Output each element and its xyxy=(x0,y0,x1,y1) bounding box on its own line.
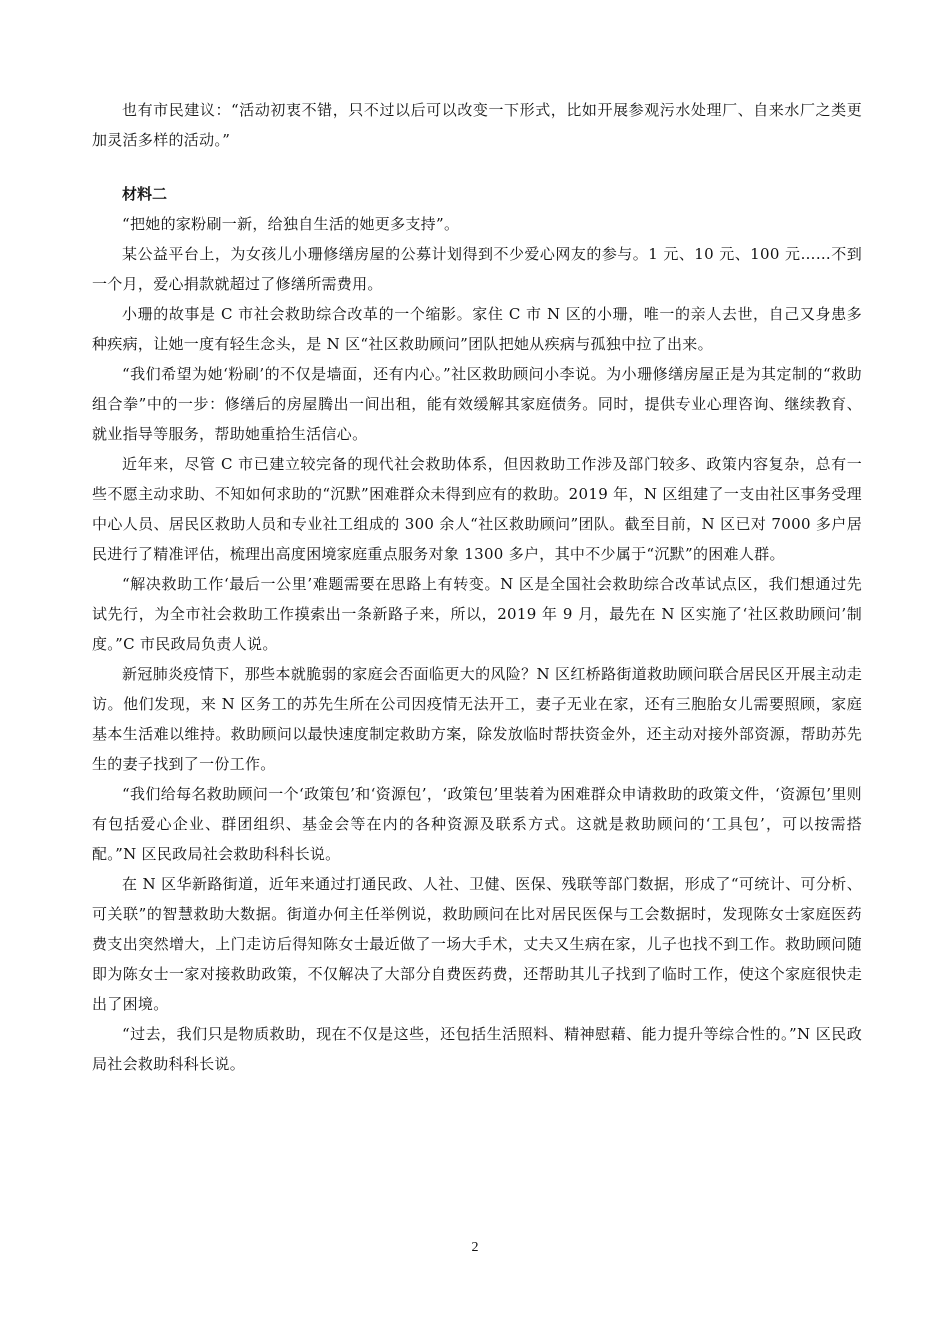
page-number: 2 xyxy=(471,1240,479,1255)
paragraph: “把她的家粉刷一新，给独自生活的她更多支持”。 xyxy=(122,215,460,233)
section-spacer xyxy=(92,155,862,179)
paragraph: 近年来，尽管 C 市已建立较完备的现代社会救助体系，但因救助工作涉及部门较多、政策内容复杂，总有一些不愿主动求助、不知如何求助的“沉默”困难群众未得到应有的救助。2019 年，N 区组建了一支由社区事务受理中心人员、居民区救助人员和专业社工组成的 300 余人“社区救助顾问”团队。截至目前，N 区已对 7000 多户居民进行了精准评估，梳理出高度困境家庭重点服务对象 1300 多户，其中不少属于“沉默”的困难人群。 xyxy=(92,455,862,563)
paragraph: “解决救助工作‘最后一公里’难题需要在思路上有转变。N 区是全国社会救助综合改革试点区，我们想通过先试先行，为全市社会救助工作摸索出一条新路子来，所以，2019 年 9 月，最先在 N 区实施了‘社区救助顾问’制度。”C 市民政局负责人说。 xyxy=(92,575,862,653)
paragraph-citizen-suggestion: 也有市民建议：“活动初衷不错，只不过以后可以改变一下形式，比如开展参观污水处理厂、自来水厂之类更加灵活多样的活动。” xyxy=(92,101,862,149)
paragraph: “过去，我们只是物质救助，现在不仅是这些，还包括生活照料、精神慰藉、能力提升等综合性的。”N 区民政局社会救助科科长说。 xyxy=(92,1025,862,1073)
document-body xyxy=(92,95,862,1079)
paragraph: 在 N 区华新路街道，近年来通过打通民政、人社、卫健、医保、残联等部门数据，形成了“可统计、可分析、可关联”的智慧救助大数据。街道办何主任举例说，救助顾问在比对居民医保与工会数据时，发现陈女士家庭医药费支出突然增大，上门走访后得知陈女士最近做了一场大手术，丈夫又生病在家，儿子也找不到工作。救助顾问随即为陈女士一家对接救助政策，不仅解决了大部分自费医药费，还帮助其儿子找到了临时工作，使这个家庭很快走出了困境。 xyxy=(92,875,862,1013)
paragraph: 小珊的故事是 C 市社会救助综合改革的一个缩影。家住 C 市 N 区的小珊，唯一的亲人去世，自己又身患多种疾病，让她一度有轻生念头，是 N 区“社区救助顾问”团队把她从疾病与孤独中拉了出来。 xyxy=(92,305,862,353)
paragraph: 某公益平台上，为女孩儿小珊修缮房屋的公募计划得到不少爱心网友的参与。1 元、10 元、100 元……不到一个月，爱心捐款就超过了修缮所需费用。 xyxy=(92,245,862,293)
paragraph: “我们给每名救助顾问一个‘政策包’和‘资源包’，‘政策包’里装着为困难群众申请救助的政策文件，‘资源包’里则有包括爱心企业、群团组织、基金会等在内的各种资源及联系方式。这就是救助顾问的‘工具包’，可以按需搭配。”N 区民政局社会救助科科长说。 xyxy=(92,785,862,863)
section-heading-material-two: 材料二 xyxy=(122,185,168,203)
paragraph: “我们希望为她‘粉刷’的不仅是墙面，还有内心。”社区救助顾问小李说。为小珊修缮房屋正是为其定制的“救助组合拳”中的一步：修缮后的房屋腾出一间出租，能有效缓解其家庭债务。同时，提供专业心理咨询、继续教育、就业指导等服务，帮助她重拾生活信心。 xyxy=(92,365,862,443)
paragraph: 新冠肺炎疫情下，那些本就脆弱的家庭会否面临更大的风险？N 区红桥路街道救助顾问联合居民区开展主动走访。他们发现，来 N 区务工的苏先生所在公司因疫情无法开工，妻子无业在家，还有三胞胎女儿需要照顾，家庭基本生活难以维持。救助顾问以最快速度制定救助方案，除发放临时帮扶资金外，还主动对接外部资源，帮助苏先生的妻子找到了一份工作。 xyxy=(92,665,862,773)
